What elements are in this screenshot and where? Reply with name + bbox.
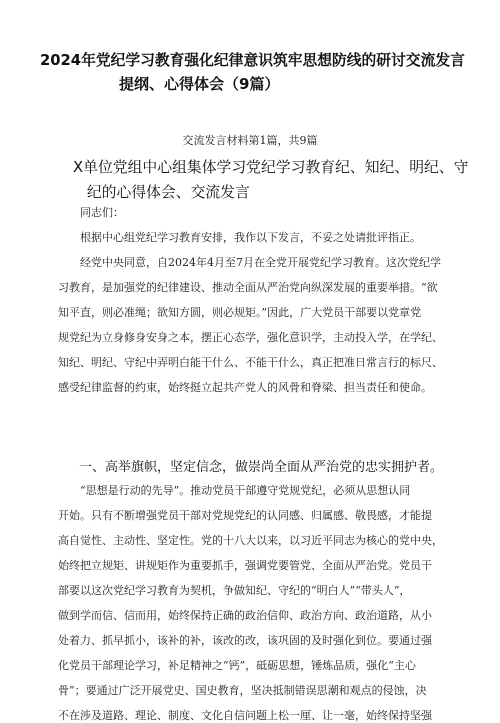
paragraph-line: 规党纪为立身修身安身之本，摆正心态学，强化意识学，主动投入学，在学纪、 [58,331,443,344]
material-number: 交流发言材料第1篇，共9篇 [182,134,318,147]
paragraph-line: 感受纪律监督的约束，始终挺立起共产党人的风骨和脊梁、担当责任和使命。 [58,381,432,394]
speech-title-line-1: X单位党组中心组集体学习党纪学习教育纪、知纪、明纪、守 [73,158,469,176]
paragraph-line: 习教育，是加强党的纪律建设、推动全面从严治党向纵深发展的重要举措。“欲 [58,281,438,294]
paragraph-line: 开始。只有不断增强党员干部对党规党纪的认同感、归属感、敬畏感，才能提 [58,509,432,522]
paragraph-line: 不在涉及道路、理论、制度、文化自信问题上松一厘、让一毫，始终保持坚强 [58,709,432,722]
document-title-line-2: 提纲、心得体会（9篇） [119,75,280,93]
paragraph-line: 部要以这次党纪学习教育为契机，争做知纪、守纪的“明白人”“带头人”， [58,584,411,597]
body-paragraph-2 [58,484,470,722]
paragraph-line: 骨”；要通过广泛开展党史、国史教育，坚决抵制错误思潮和观点的侵蚀，决 [58,684,427,697]
paragraph-line: 高自觉性、主动性、坚定性。党的十八大以来，以习近平同志为核心的党中央， [58,534,443,547]
paragraph-line: 知平直，则必准绳；欲知方圆，则必规矩。”因此，广大党员干部要以党章党 [58,306,422,319]
paragraph-line: 化党员干部理论学习，补足精神之“钙”，砥砺思想，锤炼品质，强化“主心 [58,659,416,672]
salutation: 同志们： [80,206,124,219]
paragraph-line: 始终把立规矩、讲规矩作为重要抓手，强调党要管党、全面从严治党。党员干 [58,559,432,572]
body-paragraph-1 [58,206,470,394]
section-heading-1: 一、高举旗帜，坚定信念，做崇尚全面从严治党的忠实拥护者。 [79,460,444,475]
paragraph-line: 知纪、明纪、守纪中弄明白能干什么、不能干什么，真正把准日常言行的标尺、 [58,356,443,369]
paragraph-line: 经党中央同意，自2024年4月至7月在全党开展党纪学习教育。这次党纪学 [80,256,441,269]
document-title-line-1: 2024年党纪学习教育强化纪律意识筑牢思想防线的研讨交流发言 [40,51,465,69]
speech-title [73,155,493,205]
paragraph-line: 处着力、抓早抓小，该补的补，该改的改，该巩固的及时强化到位。要通过强 [58,634,432,647]
speech-title-line-2: 纪的心得体会、交流发言 [86,183,250,201]
paragraph-line: 根据中心组党纪学习教育安排，我作以下发言，不妥之处请批评指正。 [80,231,421,244]
paragraph-line: “思想是行动的先导”。推动党员干部遵守党规党纪，必须从思想认同 [80,484,411,497]
paragraph-line: 做到学而信、信而用，始终保持正确的政治信仰、政治方向、政治道路，从小 [58,609,432,622]
